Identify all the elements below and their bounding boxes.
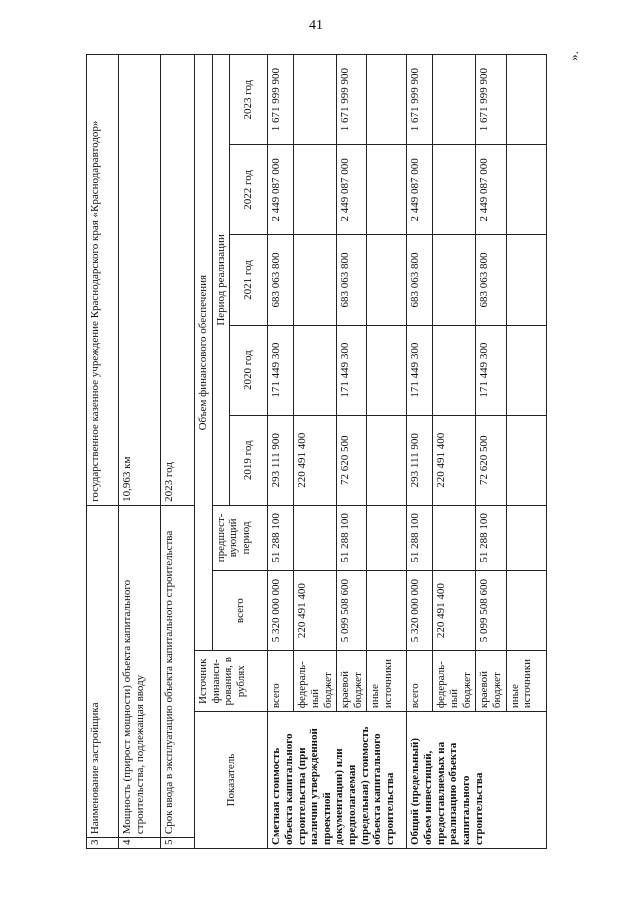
indicator-cell: Общий (предельный) объем инвестиций, предоставляемых на реализацию объекта капитального строительства — [407, 712, 546, 849]
value-2022 — [367, 145, 407, 235]
value-2021: 683 063 800 — [268, 235, 294, 325]
value-2020: 171 449 300 — [268, 325, 294, 415]
total-header: всего — [212, 570, 268, 650]
indicator-cell: Сметная стоимость объекта капитального строительства (при наличии утвержденной проектной документации) или предполагаемая (предельная) стоимость объекта капитального строительства — [268, 712, 407, 849]
value-2023 — [433, 55, 476, 145]
value-2020 — [433, 325, 476, 415]
prior-period-value: 51 288 100 — [337, 505, 367, 570]
value-2020: 171 449 300 — [476, 325, 506, 415]
value-2019 — [506, 415, 546, 505]
rotated-table-container — [86, 54, 534, 849]
value-2021: 683 063 800 — [407, 235, 433, 325]
value-2020 — [294, 325, 337, 415]
value-2022: 2 449 087 000 — [407, 145, 433, 235]
value-2022: 2 449 087 000 — [476, 145, 506, 235]
indicator-header: Показатель — [195, 712, 268, 849]
value-2022: 2 449 087 000 — [337, 145, 367, 235]
prior-period-value: 51 288 100 — [268, 505, 294, 570]
value-2019: 220 491 400 — [433, 415, 476, 505]
value-2021 — [433, 235, 476, 325]
period-header: Период реализации — [212, 55, 230, 506]
value-2023 — [294, 55, 337, 145]
year-header: 2019 год — [230, 415, 268, 505]
year-header: 2022 год — [230, 145, 268, 235]
info-value: государственное казенное учреждение Краснодарского края «Краснодаравтодор» — [87, 55, 119, 506]
investment-table — [86, 54, 547, 849]
info-row — [87, 55, 119, 849]
rotated-table-area — [86, 54, 534, 849]
year-header: 2020 год — [230, 325, 268, 415]
source-cell: иные источники — [506, 651, 546, 712]
info-label: Мощность (прирост мощности) объекта капитального строительства, подлежащая вводу — [119, 505, 161, 837]
table-header-row — [195, 55, 213, 849]
value-2019: 293 111 900 — [407, 415, 433, 505]
value-2022: 2 449 087 000 — [268, 145, 294, 235]
value-2020: 171 449 300 — [337, 325, 367, 415]
total-value: 220 491 400 — [294, 570, 337, 650]
total-value — [367, 570, 407, 650]
value-2023: 1 671 999 900 — [407, 55, 433, 145]
page-number: 41 — [309, 18, 323, 33]
value-2021 — [294, 235, 337, 325]
info-value: 2023 год — [161, 55, 195, 506]
prior-period-value: 51 288 100 — [407, 505, 433, 570]
value-2019: 72 620 500 — [337, 415, 367, 505]
value-2023: 1 671 999 900 — [476, 55, 506, 145]
closing-quote-mark: ». — [566, 51, 581, 61]
value-2019: 72 620 500 — [476, 415, 506, 505]
source-cell: федераль- ный бюджет — [294, 651, 337, 712]
info-label: Срок ввода в эксплуатацию объекта капитального строительства — [161, 505, 195, 837]
total-value: 5 099 508 600 — [337, 570, 367, 650]
source-cell: всего — [407, 651, 433, 712]
value-2023 — [506, 55, 546, 145]
source-cell: иные источники — [367, 651, 407, 712]
total-value: 220 491 400 — [433, 570, 476, 650]
value-2021 — [506, 235, 546, 325]
value-2019: 293 111 900 — [268, 415, 294, 505]
info-row — [161, 55, 195, 849]
value-2019: 220 491 400 — [294, 415, 337, 505]
prior-period-value: 51 288 100 — [476, 505, 506, 570]
value-2022 — [433, 145, 476, 235]
total-value: 5 320 000 000 — [268, 570, 294, 650]
table-row — [407, 55, 433, 849]
value-2021 — [367, 235, 407, 325]
prior-period-value — [367, 505, 407, 570]
prior-period-header: предшест- вующий период — [212, 505, 268, 570]
value-2020: 171 449 300 — [407, 325, 433, 415]
source-cell: федераль- ный бюджет — [433, 651, 476, 712]
source-cell: всего — [268, 651, 294, 712]
source-cell: краевой бюджет — [476, 651, 506, 712]
value-2021: 683 063 800 — [337, 235, 367, 325]
total-value: 5 099 508 600 — [476, 570, 506, 650]
total-value: 5 320 000 000 — [407, 570, 433, 650]
info-value: 10,963 км — [119, 55, 161, 506]
value-2020 — [367, 325, 407, 415]
info-row — [119, 55, 161, 849]
table-row — [268, 55, 294, 849]
row-number: 5 — [161, 838, 195, 849]
value-2022 — [506, 145, 546, 235]
value-2023 — [367, 55, 407, 145]
source-cell: краевой бюджет — [337, 651, 367, 712]
value-2019 — [367, 415, 407, 505]
row-number: 3 — [87, 838, 119, 849]
value-2020 — [506, 325, 546, 415]
row-number: 4 — [119, 838, 161, 849]
year-header: 2021 год — [230, 235, 268, 325]
value-2022 — [294, 145, 337, 235]
value-2023: 1 671 999 900 — [268, 55, 294, 145]
prior-period-value — [433, 505, 476, 570]
prior-period-value — [506, 505, 546, 570]
volume-header: Объем финансового обеспечения — [195, 55, 213, 651]
prior-period-value — [294, 505, 337, 570]
year-header: 2023 год — [230, 55, 268, 145]
source-header: Источник финанси- рования, в рублях — [195, 651, 268, 712]
info-label: Наименование застройщика — [87, 505, 119, 837]
value-2023: 1 671 999 900 — [337, 55, 367, 145]
value-2021: 683 063 800 — [476, 235, 506, 325]
total-value — [506, 570, 546, 650]
